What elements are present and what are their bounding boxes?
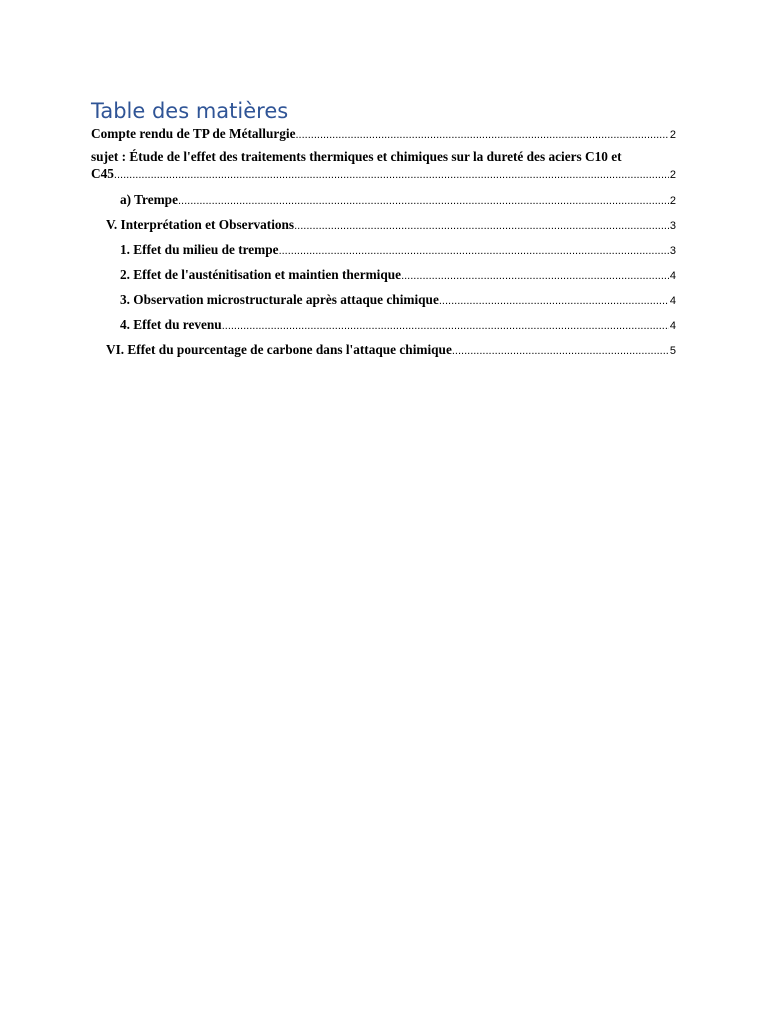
toc-entry-carbone[interactable] — [91, 341, 676, 360]
toc-entry-sujet[interactable] — [91, 148, 676, 184]
toc-entry-text: V. Interprétation et Observations — [106, 217, 295, 232]
toc-page-number: 2 — [669, 129, 676, 141]
dot-leader — [178, 193, 669, 210]
dot-leader — [279, 243, 669, 260]
dot-leader — [439, 293, 669, 310]
toc-entry-microstructurale[interactable] — [91, 291, 676, 310]
toc-page-number: 3 — [669, 245, 676, 257]
document-page — [91, 98, 676, 360]
dot-leader — [296, 127, 669, 144]
dot-leader — [401, 268, 669, 285]
toc-title: Table des matières — [91, 99, 289, 123]
toc-entry-text: 4. Effet du revenu — [120, 317, 222, 332]
toc-entry-milieu-trempe[interactable] — [91, 241, 676, 260]
toc-entry-text: Compte rendu de TP de Métallurgie — [91, 126, 296, 141]
toc-entry-text: a) Trempe — [120, 192, 178, 207]
toc-entry-austenitisation[interactable] — [91, 266, 676, 285]
toc-page-number: 5 — [669, 345, 676, 357]
toc-entry-text: 1. Effet du milieu de trempe — [120, 242, 279, 257]
dot-leader — [114, 167, 669, 184]
toc-entry-text: 2. Effet de l'austénitisation et maintien thermique — [120, 267, 402, 282]
toc-page-number: 2 — [669, 195, 676, 207]
toc-entry-text: VI. Effet du pourcentage de carbone dans l'attaque chimique — [106, 342, 452, 357]
toc-entry-interpretation[interactable] — [91, 216, 676, 235]
toc-entry-trempe[interactable] — [91, 191, 676, 210]
toc-entry-text: sujet : Étude de l'effet des traitements thermiques et chimiques sur la dureté des aciers C10 et — [91, 149, 622, 164]
dot-leader — [222, 318, 669, 335]
toc-entry-text-continued: C45 — [91, 166, 114, 181]
toc-page-number: 3 — [669, 220, 676, 232]
toc-page-number: 4 — [669, 270, 676, 282]
toc-page-number: 2 — [669, 169, 676, 181]
toc-page-number: 4 — [669, 320, 676, 332]
toc-entry-compte-rendu[interactable] — [91, 125, 676, 144]
dot-leader — [294, 218, 669, 235]
dot-leader — [452, 343, 669, 360]
toc-page-number: 4 — [669, 295, 676, 307]
toc-entry-text: 3. Observation microstructurale après attaque chimique — [120, 292, 439, 307]
toc-entry-revenu[interactable] — [91, 316, 676, 335]
